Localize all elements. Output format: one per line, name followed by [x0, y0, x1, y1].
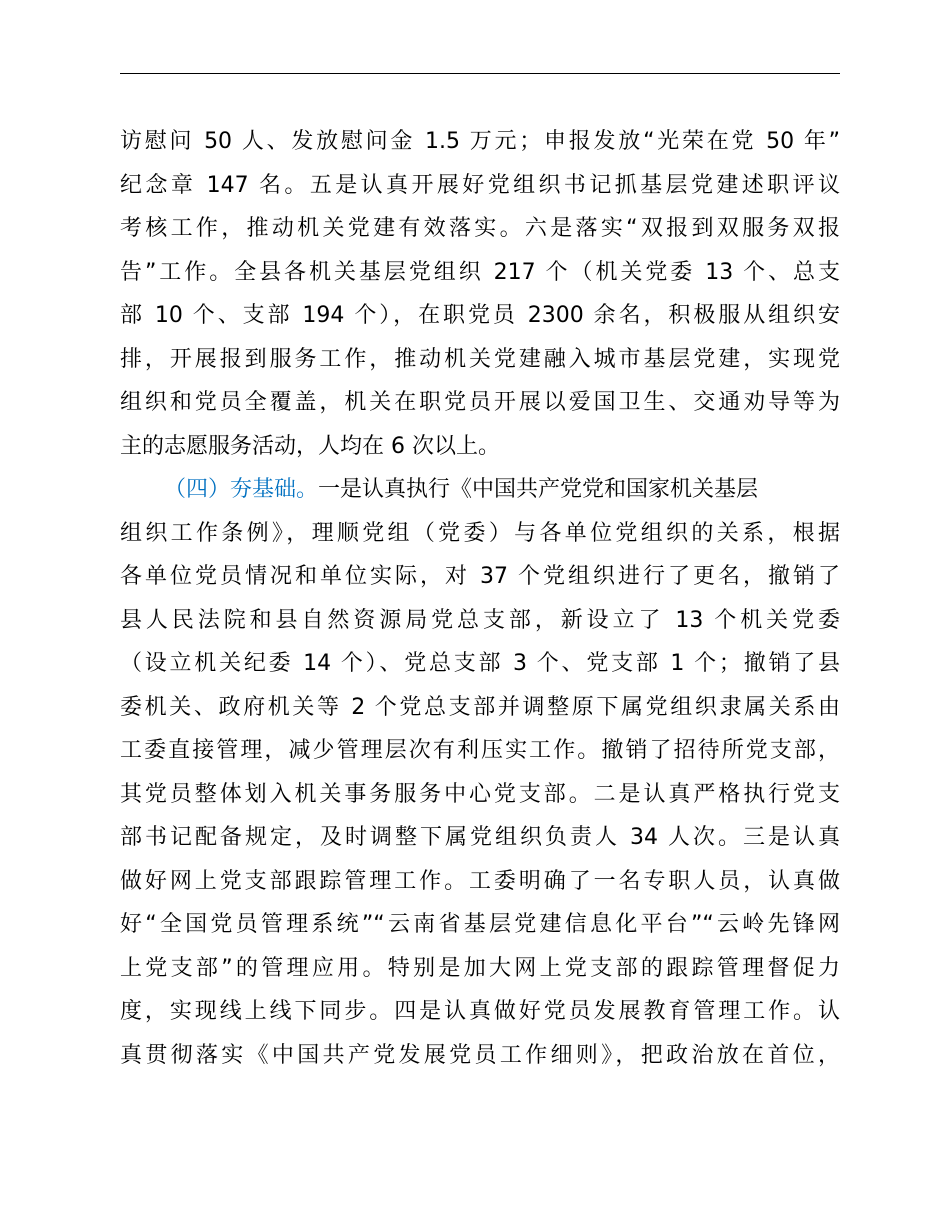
text-line: 部书记配备规定，及时调整下属党组织负责人 34 人次。三是认真 — [120, 825, 840, 850]
text-line: 考核工作，推动机关党建有效落实。六是落实“双报到双服务双报 — [120, 216, 840, 241]
header-rule — [120, 73, 840, 74]
paragraph-2 — [120, 468, 840, 1077]
text-line: 县人民法院和县自然资源局党总支部，新设立了 13 个机关党委 — [120, 607, 840, 633]
text-line: 各单位党员情况和单位实际，对 37 个党组织进行了更名，撤销了 — [120, 564, 840, 589]
text-line: 上党支部”的管理应用。特别是加大网上党支部的跟踪管理督促力 — [120, 955, 840, 981]
text-line: 真贯彻落实《中国共产党发展党员工作细则》，把政治放在首位， — [120, 1042, 840, 1068]
text-line: （设立机关纪委 14 个）、党总支部 3 个、党支部 1 个；撤销了县 — [120, 651, 840, 676]
text-line: 纪念章 147 名。五是认真开展好党组织书记抓基层党建述职评议 — [120, 172, 840, 198]
text-line: 访慰问 50 人、发放慰问金 1.5 万元；申报发放“光荣在党 50 年” — [120, 129, 840, 154]
text-line: 工委直接管理，减少管理层次有利压实工作。撤销了招待所党支部， — [120, 738, 840, 763]
text-line: 排，开展报到服务工作，推动机关党建融入城市基层党建，实现党 — [120, 346, 840, 372]
text-line: 组织工作条例》，理顺党组（党委）与各单位党组织的关系，根据 — [120, 520, 840, 546]
text-line: 主的志愿服务活动，人均在 6 次以上。 — [120, 433, 500, 459]
section-heading: （四）夯基础。 — [164, 477, 319, 502]
text-line: 部 10 个、支部 194 个），在职党员 2300 余名，积极服从组织安 — [120, 303, 840, 328]
text-line: 度，实现线上线下同步。四是认真做好党员发展教育管理工作。认 — [120, 999, 840, 1024]
paragraph-1 — [120, 120, 840, 468]
text-line: 其党员整体划入机关事务服务中心党支部。二是认真严格执行党支 — [120, 781, 840, 807]
text-line: 委机关、政府机关等 2 个党总支部并调整原下属党组织隶属关系由 — [120, 694, 840, 720]
text-line: 组织和党员全覆盖，机关在职党员开展以爱国卫生、交通劝导等为 — [120, 390, 840, 415]
text-line: 做好网上党支部跟踪管理工作。工委明确了一名专职人员，认真做 — [120, 868, 840, 894]
text-line: 告”工作。全县各机关基层党组织 217 个（机关党委 13 个、总支 — [120, 259, 840, 285]
body-text — [120, 120, 840, 1077]
text-line: 好“全国党员管理系统”“云南省基层党建信息化平台”“云岭先锋网 — [120, 912, 840, 937]
paragraph-2-first-line — [120, 468, 840, 512]
text-run: 一是认真执行《中国共产党党和国家机关基层 — [318, 477, 759, 502]
